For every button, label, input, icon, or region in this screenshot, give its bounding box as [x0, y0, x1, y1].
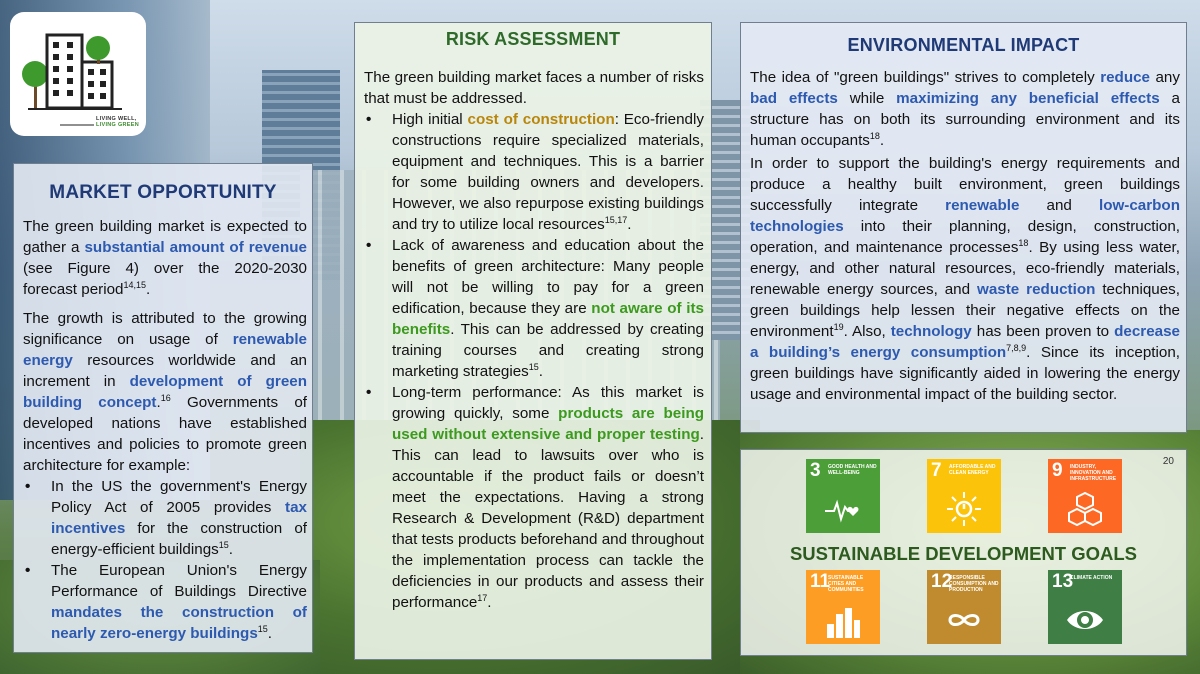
risk-bullet-list	[364, 109, 704, 613]
sdg-panel	[740, 449, 1187, 656]
page-number: 20	[1162, 456, 1174, 467]
sun-power-icon	[944, 489, 984, 529]
sdg-tile-12	[927, 570, 1001, 644]
sdg-tile-11	[806, 570, 880, 644]
logo	[10, 12, 146, 136]
sdg-number: 11	[810, 571, 831, 592]
market-opportunity-body	[23, 216, 307, 644]
eye-globe-icon	[1065, 600, 1105, 640]
risk-intro: The green building market faces a number of risks that must be addressed.	[364, 69, 704, 107]
risk-assessment-panel	[354, 22, 712, 660]
cubes-icon	[1065, 489, 1105, 529]
sdg-number: 9	[1052, 460, 1063, 481]
risk-bullet-2: • Lack of awareness and education about the benefits of green architecture: Many people will not be willing to pay for a green edification, because they are not aware of its benefits. This can be addressed by creating training courses and creating strong marketing strategies$^{15}$.	[366, 237, 704, 380]
sdg-tile-13	[1048, 570, 1122, 644]
heartbeat-icon	[823, 489, 863, 529]
sdg-tile-3	[806, 459, 880, 533]
market-paragraph-1: The green building market is expected to gather a substantial amount of revenue (see Figure 4) over the 2020-2030 forecast period$^{14,15}$.	[23, 218, 307, 298]
sdg-label: SUSTAINABLE CITIES AND COMMUNITIES	[828, 575, 864, 593]
sdg-number: 7	[931, 460, 942, 481]
sdg-label: INDUSTRY, INNOVATION AND INFRASTRUCTURE	[1070, 464, 1117, 482]
infinity-icon	[944, 600, 984, 640]
environmental-impact-title: ENVIRONMENTAL IMPACT	[847, 35, 1080, 55]
sdg-label: CLIMATE ACTION	[1070, 575, 1113, 581]
sdg-title: SUSTAINABLE DEVELOPMENT GOALS	[789, 543, 1138, 564]
risk-bullet-1: • High initial cost of construction: Eco-friendly constructions require specialized materials, equipment and techniques. This is a barrier for some building owners and developers. However, we also repurpose existing buildings and try to utilize local resources$^{15,17}$.	[366, 111, 704, 233]
sdg-label: AFFORDABLE AND CLEAN ENERGY	[949, 464, 996, 476]
risk-assessment-title: RISK ASSESSMENT	[445, 29, 621, 49]
market-opportunity-panel	[13, 163, 313, 653]
environmental-impact-panel	[740, 22, 1187, 433]
logo-tagline: LIVING WELL, LIVING GREEN	[96, 116, 140, 128]
bullet-icon: •	[366, 384, 372, 401]
env-paragraph-2: In order to support the building's energy requirements and produce a healthy built environment, green buildings successfully integrate renewable and low-carbon technologies into their planning, design, construction, operation, and maintenance processes$^{18}$. By using less water, energy, and other natural resources, eco-friendly materials, renewable energy sources, and waste reduction techniques, green buildings help lessen their negative effects on the environment$^{19}$. Also, technology has been proven to decrease a building’s energy consumption$^{7,8,9}$. Since its inception, green buildings have significantly aided in lowering the energy usage and environmental impact of the building sector.	[750, 155, 1180, 403]
bullet-icon: •	[366, 237, 372, 254]
bullet-icon: •	[25, 562, 31, 579]
sdg-number: 13	[1052, 571, 1074, 592]
market-opportunity-title: MARKET OPPORTUNITY	[49, 182, 277, 203]
city-icon	[823, 600, 863, 640]
sdg-label: RESPONSIBLE CONSUMPTION AND PRODUCTION	[949, 575, 999, 593]
risk-assessment-body	[364, 67, 704, 613]
market-paragraph-2: The growth is attributed to the growing significance on usage of renewable energy resources worldwide and an increment in development of green building concept.$^{16}$ Governments of developed nations have established incentives and policies to promote green architecture for example:	[23, 310, 307, 474]
sdg-number: 3	[810, 460, 821, 481]
env-paragraph-1: The idea of "green buildings" strives to completely reduce any bad effects while maximizing any beneficial effects a structure has on both its surrounding environment and its human occupants$^{18}$.	[750, 69, 1180, 149]
bullet-icon: •	[366, 111, 372, 128]
sdg-tile-7	[927, 459, 1001, 533]
sdg-label: GOOD HEALTH AND WELL-BEING	[828, 464, 877, 476]
environmental-impact-body	[750, 67, 1180, 405]
market-bullet-1: • In the US the government's Energy Policy Act of 2005 provides tax incentives for the construction of energy-efficient buildings$^{15}$.	[25, 478, 307, 558]
market-bullet-2: • The European Union's Energy Performance of Buildings Directive mandates the construction of nearly zero-energy buildings$^{15}$.	[25, 562, 307, 642]
market-bullet-list	[23, 476, 307, 644]
sdg-number: 12	[931, 571, 953, 592]
risk-bullet-3: • Long-term performance: As this market is growing quickly, some products are being used without extensive and proper testing. This can lead to lawsuits over who is accountable if the product fails or doesn’t meet the expectations. Having a strong Research & Development (R&D) department that tests products beforehand and throughout the implementation process can tackle the deficiencies in our products and assess their performance$^{17}$.	[366, 384, 704, 611]
sdg-tile-9	[1048, 459, 1122, 533]
bullet-icon: •	[25, 478, 31, 495]
